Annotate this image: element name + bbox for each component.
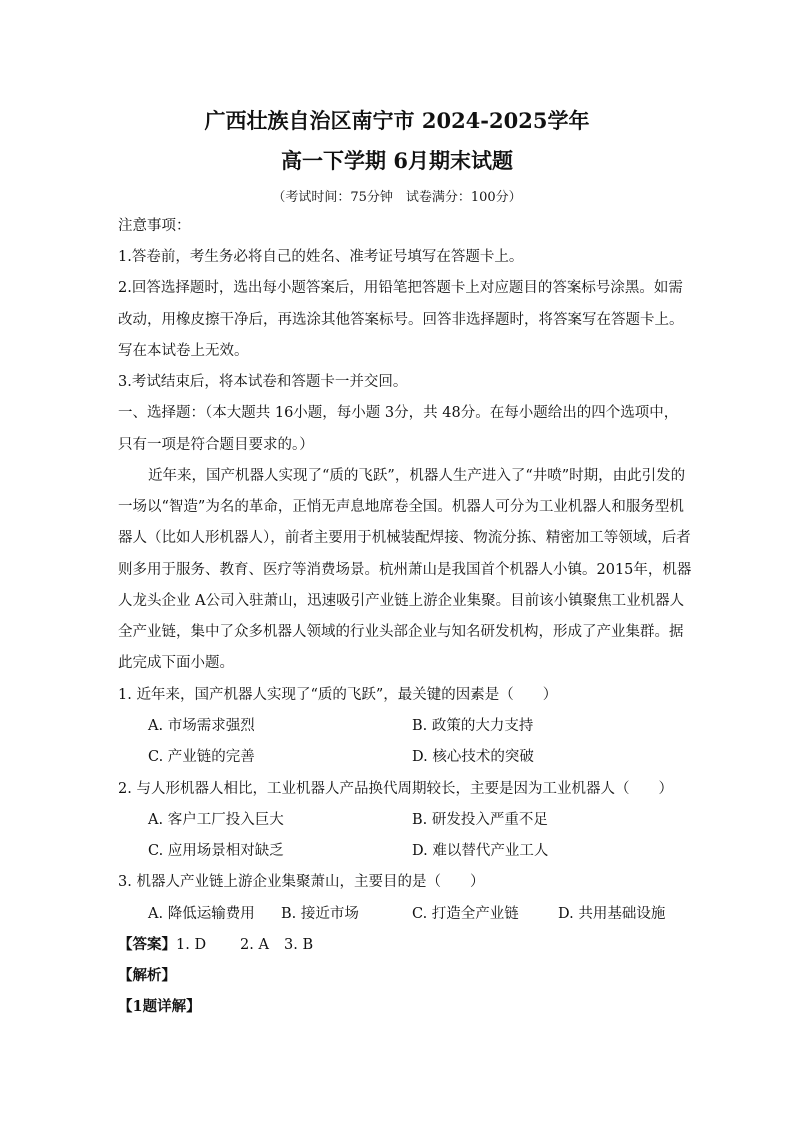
question-3-option-d: D. 共用基础设施	[558, 906, 666, 922]
section-heading-line-1: 一、选择题：（本大题共 16小题，每小题 3分，共 48分。在每小题给出的四个选项中，	[118, 405, 679, 421]
exam-title-line1: 广西壮族自治区南宁市 2024-2025学年	[204, 108, 590, 133]
answer-label: 【答案】	[118, 936, 176, 953]
passage-line: 近年来，国产机器人实现了“质的飞跃”，机器人生产进入了“井喷”时期，由此引发的	[148, 468, 686, 484]
question-2-option-b: B. 研发投入严重不足	[412, 812, 548, 828]
passage-line: 则多用于服务、教育、医疗等消费场景。杭州萧山是我国首个机器人小镇。2015年，机器	[118, 562, 692, 578]
analysis-detail-heading: 【1题详解】	[118, 998, 201, 1015]
question-2-stem: 2. 与人形机器人相比，工业机器人产品换代周期较长，主要是因为工业机器人（ ）	[118, 781, 673, 797]
question-1-option-c: C. 产业链的完善	[148, 749, 255, 765]
passage-line: 一场以“智造”为名的革命，正悄无声息地席卷全国。机器人可分为工业机器人和服务型机	[118, 499, 684, 515]
question-1-option-d: D. 核心技术的突破	[412, 749, 534, 765]
question-3-option-c: C. 打造全产业链	[412, 906, 519, 922]
question-1-option-b: B. 政策的大力支持	[412, 718, 534, 734]
note-2-line-2: 改动，用橡皮擦干净后，再选涂其他答案标号。回答非选择题时，将答案写在答题卡上。	[118, 312, 684, 328]
note-3: 3.考试结束后，将本试卷和答题卡一并交回。	[118, 374, 408, 390]
question-2-option-a: A. 客户工厂投入巨大	[148, 812, 284, 828]
answer-1: 1. D	[176, 937, 207, 953]
notes-heading: 注意事项：	[118, 218, 191, 234]
question-1-option-a: A. 市场需求强烈	[148, 718, 255, 734]
question-3-option-a: A. 降低运输费用	[148, 906, 255, 922]
exam-title-line2: 高一下学期 6月期末试题	[281, 148, 513, 173]
answer-3: 3. B	[284, 937, 314, 953]
passage-line: 人龙头企业 A公司入驻萧山，迅速吸引产业链上游企业集聚。目前该小镇聚焦工业机器人	[118, 593, 685, 609]
question-3-option-b: B. 接近市场	[281, 906, 359, 922]
question-2-option-d: D. 难以替代产业工人	[412, 843, 549, 859]
note-2-line-3: 写在本试卷上无效。	[118, 343, 249, 359]
section-heading-line-2: 只有一项是符合题目要求的。）	[118, 437, 314, 453]
question-3-stem: 3. 机器人产业链上游企业集聚萧山，主要目的是（ ）	[118, 874, 485, 890]
exam-info: （考试时间：75分钟 试卷满分：100分）	[272, 190, 522, 205]
passage-line: 此完成下面小题。	[118, 655, 234, 671]
analysis-label: 【解析】	[118, 967, 176, 984]
question-2-option-c: C. 应用场景相对缺乏	[148, 843, 284, 859]
passage-line: 全产业链，集中了众多机器人领域的行业头部企业与知名研发机构，形成了产业集群。据	[118, 624, 684, 640]
question-1-stem: 1. 近年来，国产机器人实现了“质的飞跃”，最关键的因素是（ ）	[118, 687, 558, 703]
note-1: 1.答卷前，考生务必将自己的姓名、准考证号填写在答题卡上。	[118, 249, 524, 265]
note-2-line-1: 2.回答选择题时，选出每小题答案后，用铅笔把答题卡上对应题目的答案标号涂黑。如需	[118, 280, 683, 296]
passage-line: 器人（比如人形机器人），前者主要用于机械装配焊接、物流分拣、精密加工等领域，后者	[118, 530, 691, 546]
answer-2: 2. A	[240, 937, 269, 953]
